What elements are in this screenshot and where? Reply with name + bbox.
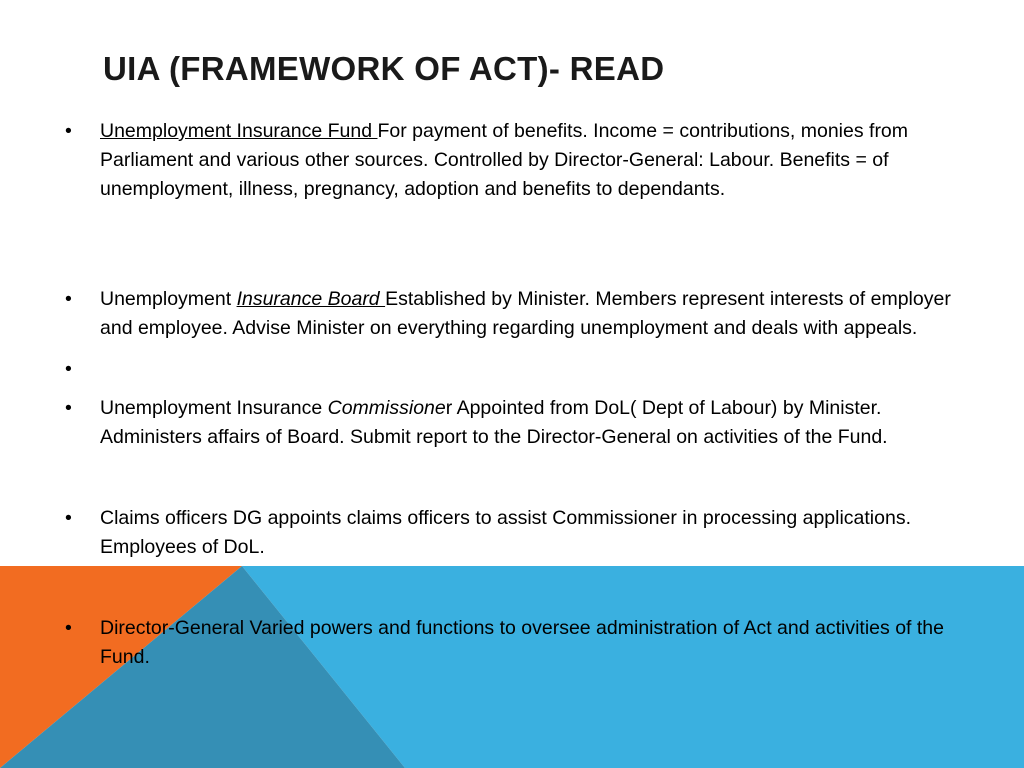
term-insurance-board: Insurance Board: [236, 288, 386, 310]
bullet-item: [60, 394, 960, 452]
bullet-item: [60, 504, 960, 562]
bullet-text: r Appointed from DoL( Dept of Labour) by Minister. Administers affairs of Board. Submit report to the Director-General on activities of the Fund.: [100, 397, 888, 448]
bullet-prefix: Unemployment: [100, 288, 237, 310]
bullet-item-empty: [60, 355, 960, 384]
term-insurance-fund: Unemployment Insurance Fund: [100, 120, 378, 142]
bullet-text: Established by Minister. Members represent interests of employer and employee. Advise Minister on everything regarding unemployment and deals with appeals.: [100, 288, 951, 339]
slide-title: UIA (FRAMEWORK OF ACT)- READ: [103, 50, 665, 87]
term-commissioner: Commissione: [327, 397, 446, 419]
bullet-item: [60, 614, 960, 672]
bullet-prefix: Unemployment Insurance: [100, 397, 328, 419]
bullet-text: Director-General Varied powers and functions to oversee administration of Act and activities of the Fund.: [100, 617, 944, 668]
bullet-text: For payment of benefits. Income = contributions, monies from Parliament and various other sources. Controlled by Director-General: Labour. Benefits = of unemployment, illness, pregnancy, adoption and benefits to dependants.: [100, 120, 909, 200]
bullet-list: [60, 117, 960, 672]
bullet-text: Claims officers DG appoints claims officers to assist Commissioner in processing applications. Employees of DoL.: [100, 507, 912, 558]
bullet-item: [60, 285, 960, 343]
bullet-item: [60, 117, 960, 233]
